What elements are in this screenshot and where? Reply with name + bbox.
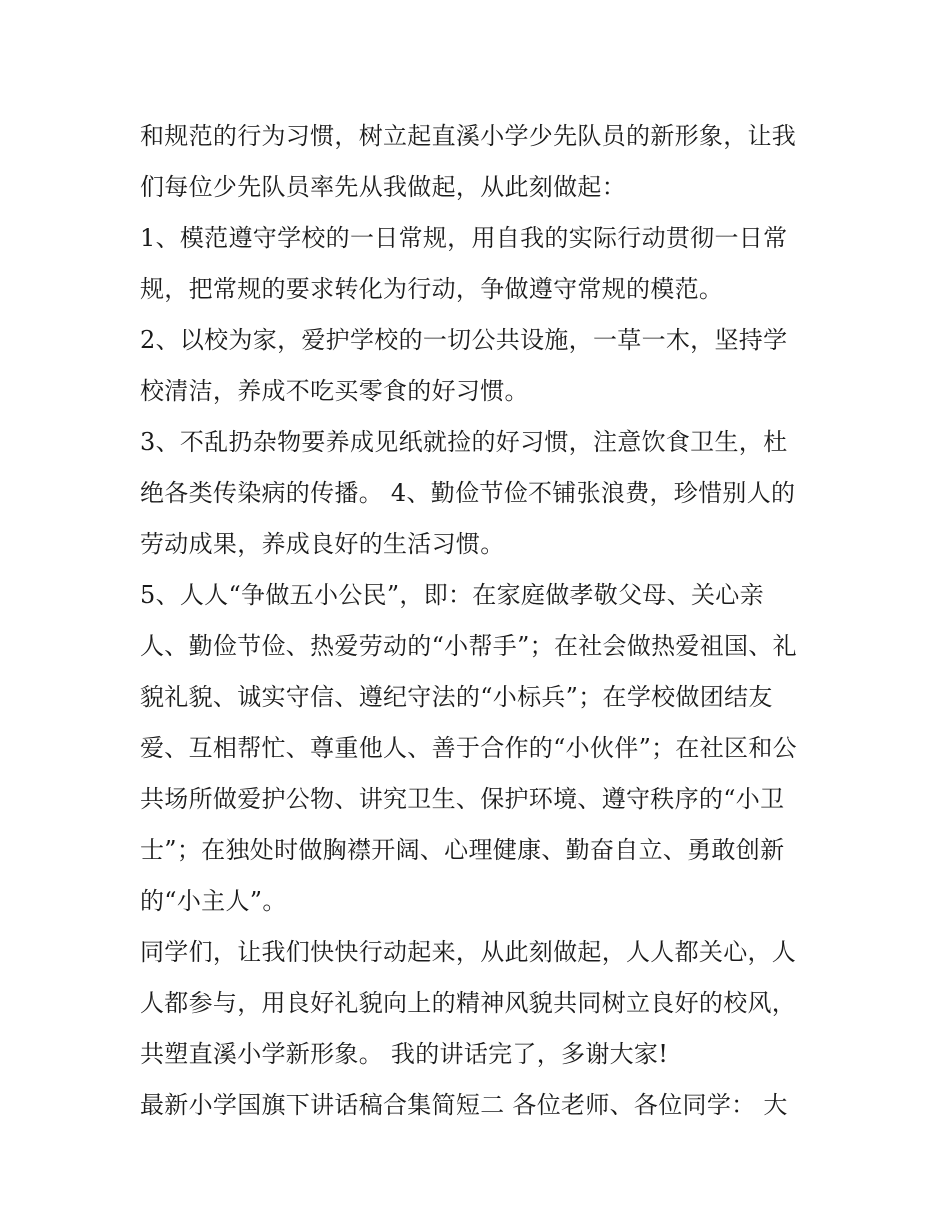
text-line: 人、勤俭节俭、热爱劳动的“小帮手”；在社会做热爱祖国、礼 — [140, 632, 797, 660]
text-line: 人都参与，用良好礼貌向上的精神风貌共同树立良好的校风， — [140, 989, 797, 1017]
text-line: 爱、互相帮忙、尊重他人、善于合作的“小伙伴”；在社区和公 — [140, 734, 797, 762]
text-line: 1、模范遵守学校的一日常规，用自我的实际行动贯彻一日常 — [140, 224, 788, 252]
document-body — [140, 111, 820, 1131]
text-line: 的“小主人”。 — [140, 887, 287, 915]
text-line: 劳动成果，养成良好的生活习惯。 — [140, 530, 505, 558]
text-line: 共塑直溪小学新形象。 我的讲话完了，多谢大家! — [140, 1040, 669, 1068]
text-line: 貌礼貌、诚实守信、遵纪守法的“小标兵”；在学校做团结友 — [140, 683, 773, 711]
text-line: 士”；在独处时做胸襟开阔、心理健康、勤奋自立、勇敢创新 — [140, 836, 785, 864]
text-line: 绝各类传染病的传播。 4、勤俭节俭不铺张浪费，珍惜别人的 — [140, 479, 796, 507]
text-line: 共场所做爱护公物、讲究卫生、保护环境、遵守秩序的“小卫 — [140, 785, 785, 813]
text-line: 同学们，让我们快快行动起来，从此刻做起，人人都关心，人 — [140, 938, 797, 966]
text-line: 们每位少先队员率先从我做起，从此刻做起： — [140, 173, 626, 201]
text-line: 和规范的行为习惯，树立起直溪小学少先队员的新形象，让我 — [140, 122, 797, 150]
text-line: 校清洁，养成不吃买零食的好习惯。 — [140, 377, 529, 405]
text-line: 规，把常规的要求转化为行动，争做遵守常规的模范。 — [140, 275, 724, 303]
text-line: 3、不乱扔杂物要养成见纸就捡的好习惯，注意饮食卫生，杜 — [140, 428, 788, 456]
text-line: 5、人人“争做五小公民”，即：在家庭做孝敬父母、关心亲 — [140, 581, 764, 609]
text-line: 最新小学国旗下讲话稿合集简短二 各位老师、各位同学： 大 — [140, 1091, 788, 1119]
text-line: 2、以校为家，爱护学校的一切公共设施，一草一木，坚持学 — [140, 326, 788, 354]
